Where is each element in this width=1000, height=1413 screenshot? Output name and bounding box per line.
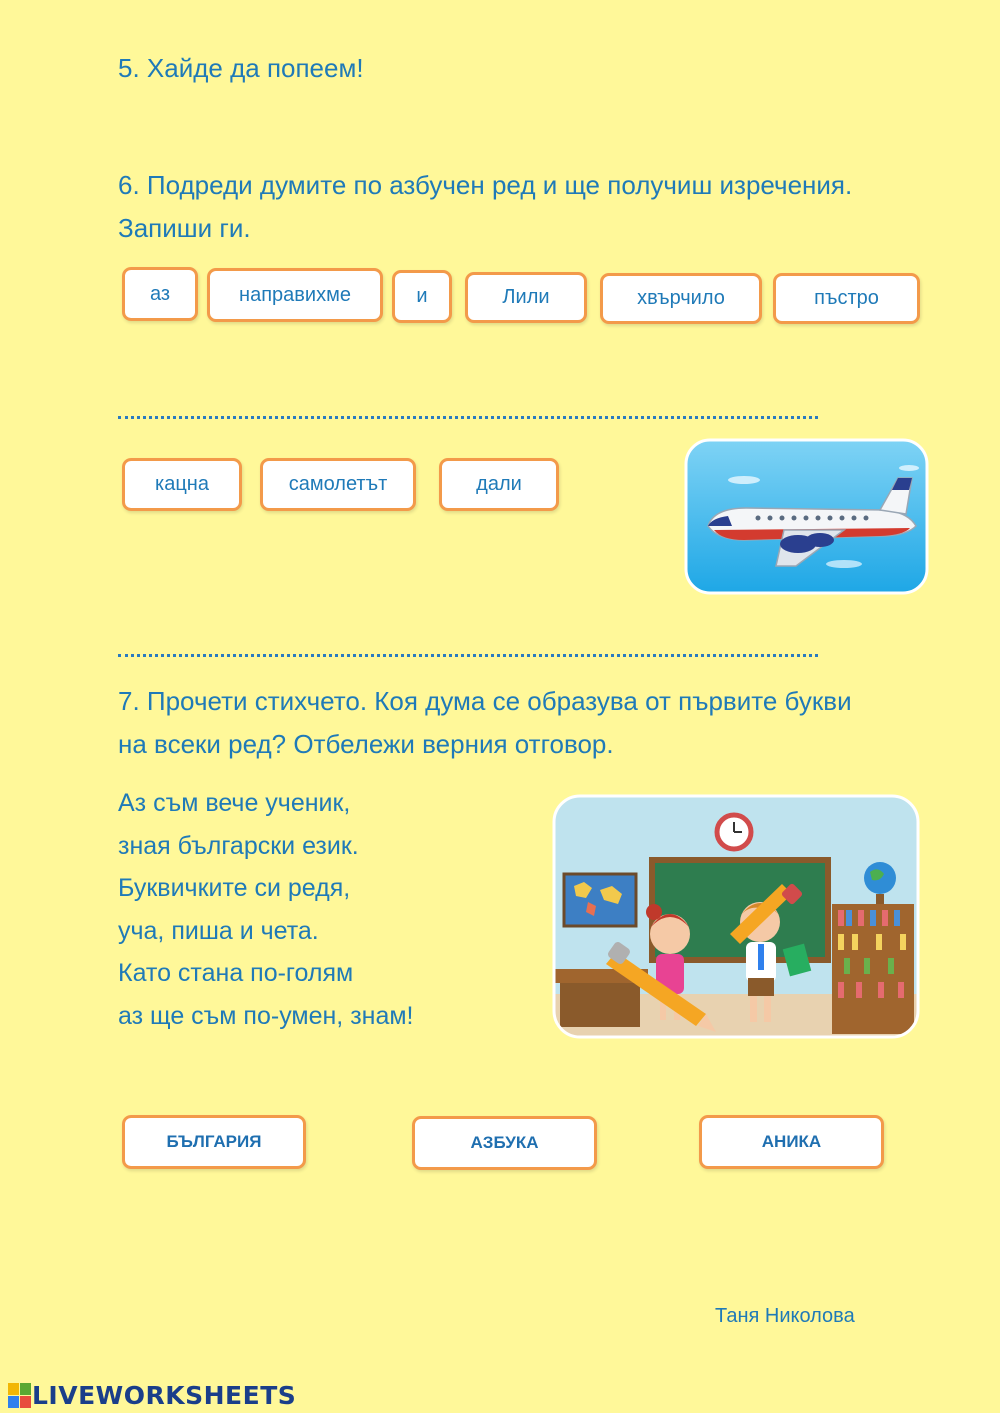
- logo-blocks-icon: [8, 1383, 32, 1409]
- word-chip[interactable]: и: [392, 270, 452, 323]
- task7-title-line2: на всеки ред? Отбележи верния отговор.: [118, 729, 614, 759]
- task6-title-line1: 6. Подреди думите по азбучен ред и ще получиш изречения.: [118, 170, 853, 200]
- poem-line: Като стана по-голям: [118, 959, 354, 987]
- logo-text: LIVEWORKSHEETS: [32, 1381, 297, 1410]
- word-chip[interactable]: направихме: [207, 268, 383, 322]
- word-chip[interactable]: аз: [122, 267, 198, 321]
- classroom-image: [552, 794, 920, 1039]
- task6-title-line2: Запиши ги.: [118, 213, 251, 243]
- poem: [118, 782, 414, 1037]
- word-chip[interactable]: дали: [439, 458, 559, 511]
- answer-option-button[interactable]: БЪЛГАРИЯ: [122, 1115, 306, 1169]
- word-chip[interactable]: самолетът: [260, 458, 416, 511]
- word-chip[interactable]: Лили: [465, 272, 587, 323]
- task7-title-line1: 7. Прочети стихчето. Коя дума се образува от първите букви: [118, 686, 852, 716]
- answer-line[interactable]: [118, 634, 818, 657]
- liveworksheets-logo[interactable]: [8, 1381, 296, 1410]
- answer-line[interactable]: [118, 396, 818, 419]
- word-chip[interactable]: кацна: [122, 458, 242, 511]
- word-chip[interactable]: пъстро: [773, 273, 920, 324]
- task5-title: 5. Хайде да попеем!: [118, 53, 364, 83]
- poem-line: зная български език.: [118, 831, 359, 860]
- poem-line: Буквичките си редя,: [118, 874, 351, 902]
- word-chip[interactable]: хвърчило: [600, 273, 762, 324]
- poem-line: аз ще съм по-умен, знам!: [118, 1001, 414, 1030]
- answer-option-button[interactable]: АНИКА: [699, 1115, 884, 1169]
- poem-line: уча, пиша и чета.: [118, 916, 319, 945]
- poem-line: Аз съм вече ученик,: [118, 789, 351, 817]
- author-name: Таня Николова: [715, 1305, 855, 1327]
- answer-option-button[interactable]: АЗБУКА: [412, 1116, 597, 1170]
- airplane-image: [684, 438, 929, 595]
